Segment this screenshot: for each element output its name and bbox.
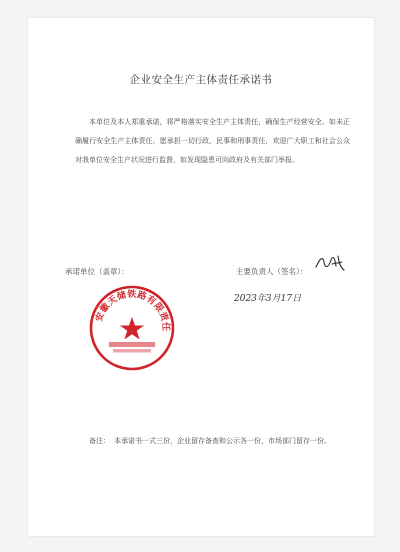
- company-seal-label: 承诺单位（盖章）：: [65, 267, 129, 276]
- remark-label: 备注：: [89, 437, 110, 445]
- document-page: [28, 18, 374, 536]
- document-title: 企业安全生产主体责任承诺书: [129, 74, 273, 86]
- responsible-person-label: 主要负责人（签名）：: [236, 267, 308, 276]
- company-seal: [88, 284, 176, 376]
- remark-note: [75, 431, 353, 451]
- sign-date: 2023年3月17日: [234, 294, 302, 304]
- handwritten-signature: [314, 252, 348, 278]
- remark-text: 本承诺书一式三份，企业留存备查和公示各一份，市场部门留存一份。: [114, 437, 331, 445]
- svg-text:安徽天储铁路有限责任公司: 安徽天储铁路有限责任: [94, 289, 171, 332]
- commitment-body: 本单位及本人郑重承诺，将严格落实安全生产主体责任，确保生产经营安全。如未正确履行安全生产主体责任，愿承担一切行政、民事和刑事责任，欢迎广大职工和社会公众对我单位安全生产状况进行监督，如发现隐患可向政府及有关部门举报。: [75, 118, 350, 164]
